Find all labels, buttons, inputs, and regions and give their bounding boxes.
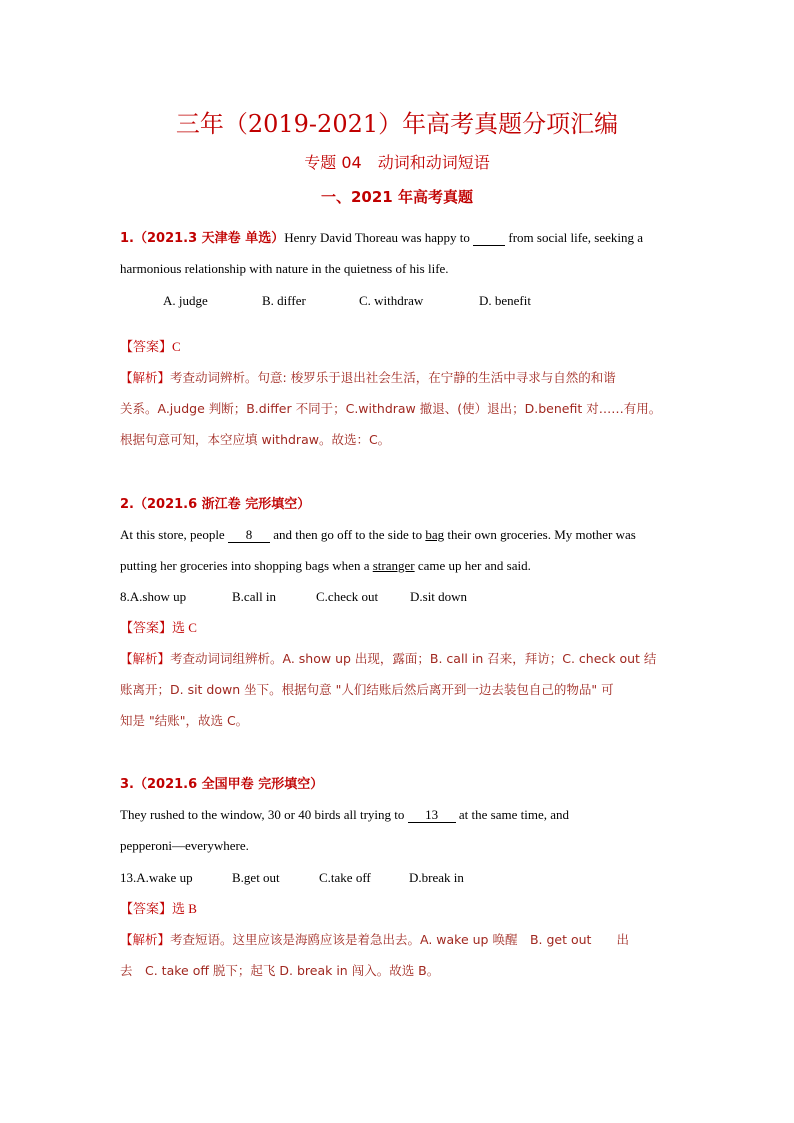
question-3-stem: [120, 807, 675, 823]
analysis-text: 考查动词词组辨析。A. show up 出现，露面；B. call in 召来，拜访；C. check out 结: [170, 651, 657, 666]
question-1-stem: [120, 230, 675, 247]
question-3-option-a: 13.A.wake up: [120, 870, 193, 885]
question-2-head: [120, 496, 675, 513]
answer-value: 选 B: [172, 901, 197, 916]
analysis-label: 【解析】: [120, 651, 171, 666]
question-1-analysis-line3: 根据句意可知，本空应填 withdraw。故选：C。: [120, 432, 391, 447]
question-1-option-d: D. benefit: [479, 293, 531, 308]
question-3-analysis-line2: 去 C. take off 脱下；起飞 D. break in 闯入。故选 B。: [120, 963, 440, 978]
question-1-blank: [473, 231, 505, 246]
question-2-analysis-line1: [120, 651, 675, 667]
question-3-head: [120, 776, 675, 793]
analysis-label: 【解析】: [120, 370, 171, 385]
question-2-analysis-line3: 知是 "结账"，故选 C。: [120, 713, 249, 728]
answer-label: 【答案】: [120, 902, 173, 917]
question-1-option-b: B. differ: [262, 293, 306, 308]
question-3-stem-b: at the same time, and: [458, 807, 570, 822]
question-1-option-a: A. judge: [163, 293, 208, 308]
analysis-text: 考查动词辨析。句意: 梭罗乐于退出社会生活，在宁静的生活中寻求与自然的和谐: [170, 370, 616, 385]
question-2-option-c: C.check out: [316, 589, 379, 604]
question-2-stem-c: their own groceries. My mother was: [447, 527, 636, 542]
question-1-option-c: C. withdraw: [359, 293, 424, 308]
question-1-stem-b: from social life, seeking a: [508, 230, 644, 245]
question-3-option-c: C.take off: [319, 870, 371, 885]
question-2-head-text: 2.（2021.6 浙江卷 完形填空）: [120, 497, 311, 512]
question-2-blank: 8: [228, 528, 270, 543]
question-2-analysis-line2: 账离开；D. sit down 坐下。根据句意 "人们结账后然后离开到一边去装包自己的物品" 可: [120, 682, 614, 697]
question-1-answer: [120, 339, 675, 356]
question-2-option-a: 8.A.show up: [120, 589, 187, 604]
question-3-head-text: 3.（2021.6 全国甲卷 完形填空）: [120, 777, 324, 792]
question-2-stem: [120, 527, 675, 543]
question-3-stem-a: They rushed to the window, 30 or 40 birds all trying to: [120, 807, 405, 822]
question-1-analysis-line2: 关系。A.judge 判断；B.differ 不同于；C.withdraw 撤退、(使）退出；D.benefit 对……有用。: [120, 401, 662, 416]
analysis-label: 【解析】: [120, 932, 171, 947]
question-2-option-d: D.sit down: [410, 589, 468, 604]
document-title: 三年（2019-2021）年高考真题分项汇编: [175, 110, 619, 138]
answer-value: C: [172, 339, 181, 354]
topic-subtitle: 专题 04 动词和动词短语: [304, 153, 490, 172]
question-1-head: 1.（2021.3 天津卷 单选）: [120, 231, 285, 246]
question-2-stem-line2: [120, 558, 675, 574]
answer-label: 【答案】: [120, 621, 173, 636]
analysis-text: 考查短语。这里应该是海鸥应该是着急出去。A. wake up 唤醒 B. get out 出: [170, 932, 629, 947]
question-2-stem-b: and then go off to the side to: [273, 527, 423, 542]
question-2-stem-line2a: putting her groceries into shopping bags when a: [120, 558, 370, 573]
question-2-stem-line2b: came up her and said.: [417, 558, 531, 573]
question-2-stem-a: At this store, people: [120, 527, 225, 542]
question-3-blank: 13: [408, 808, 456, 823]
answer-value: 选 C: [172, 620, 197, 635]
question-3-answer: [120, 901, 675, 918]
question-3-stem-line2: pepperoni—everywhere.: [120, 838, 249, 853]
question-3-analysis-line1: [120, 932, 675, 948]
question-2-word-stranger: stranger: [372, 558, 415, 573]
question-1-stem-line2: harmonious relationship with nature in the quietness of his life.: [120, 261, 449, 276]
answer-label: 【答案】: [120, 340, 173, 355]
question-3-option-d: D.break in: [409, 870, 464, 885]
question-2-option-b: B.call in: [232, 589, 277, 604]
question-2-answer: [120, 620, 675, 637]
question-1-analysis-line1: [120, 370, 675, 386]
question-2-word-bag: bag: [425, 527, 445, 542]
section-heading: 一、2021 年高考真题: [321, 188, 473, 206]
question-1-stem-a: Henry David Thoreau was happy to: [284, 230, 470, 245]
question-3-option-b: B.get out: [232, 870, 280, 885]
